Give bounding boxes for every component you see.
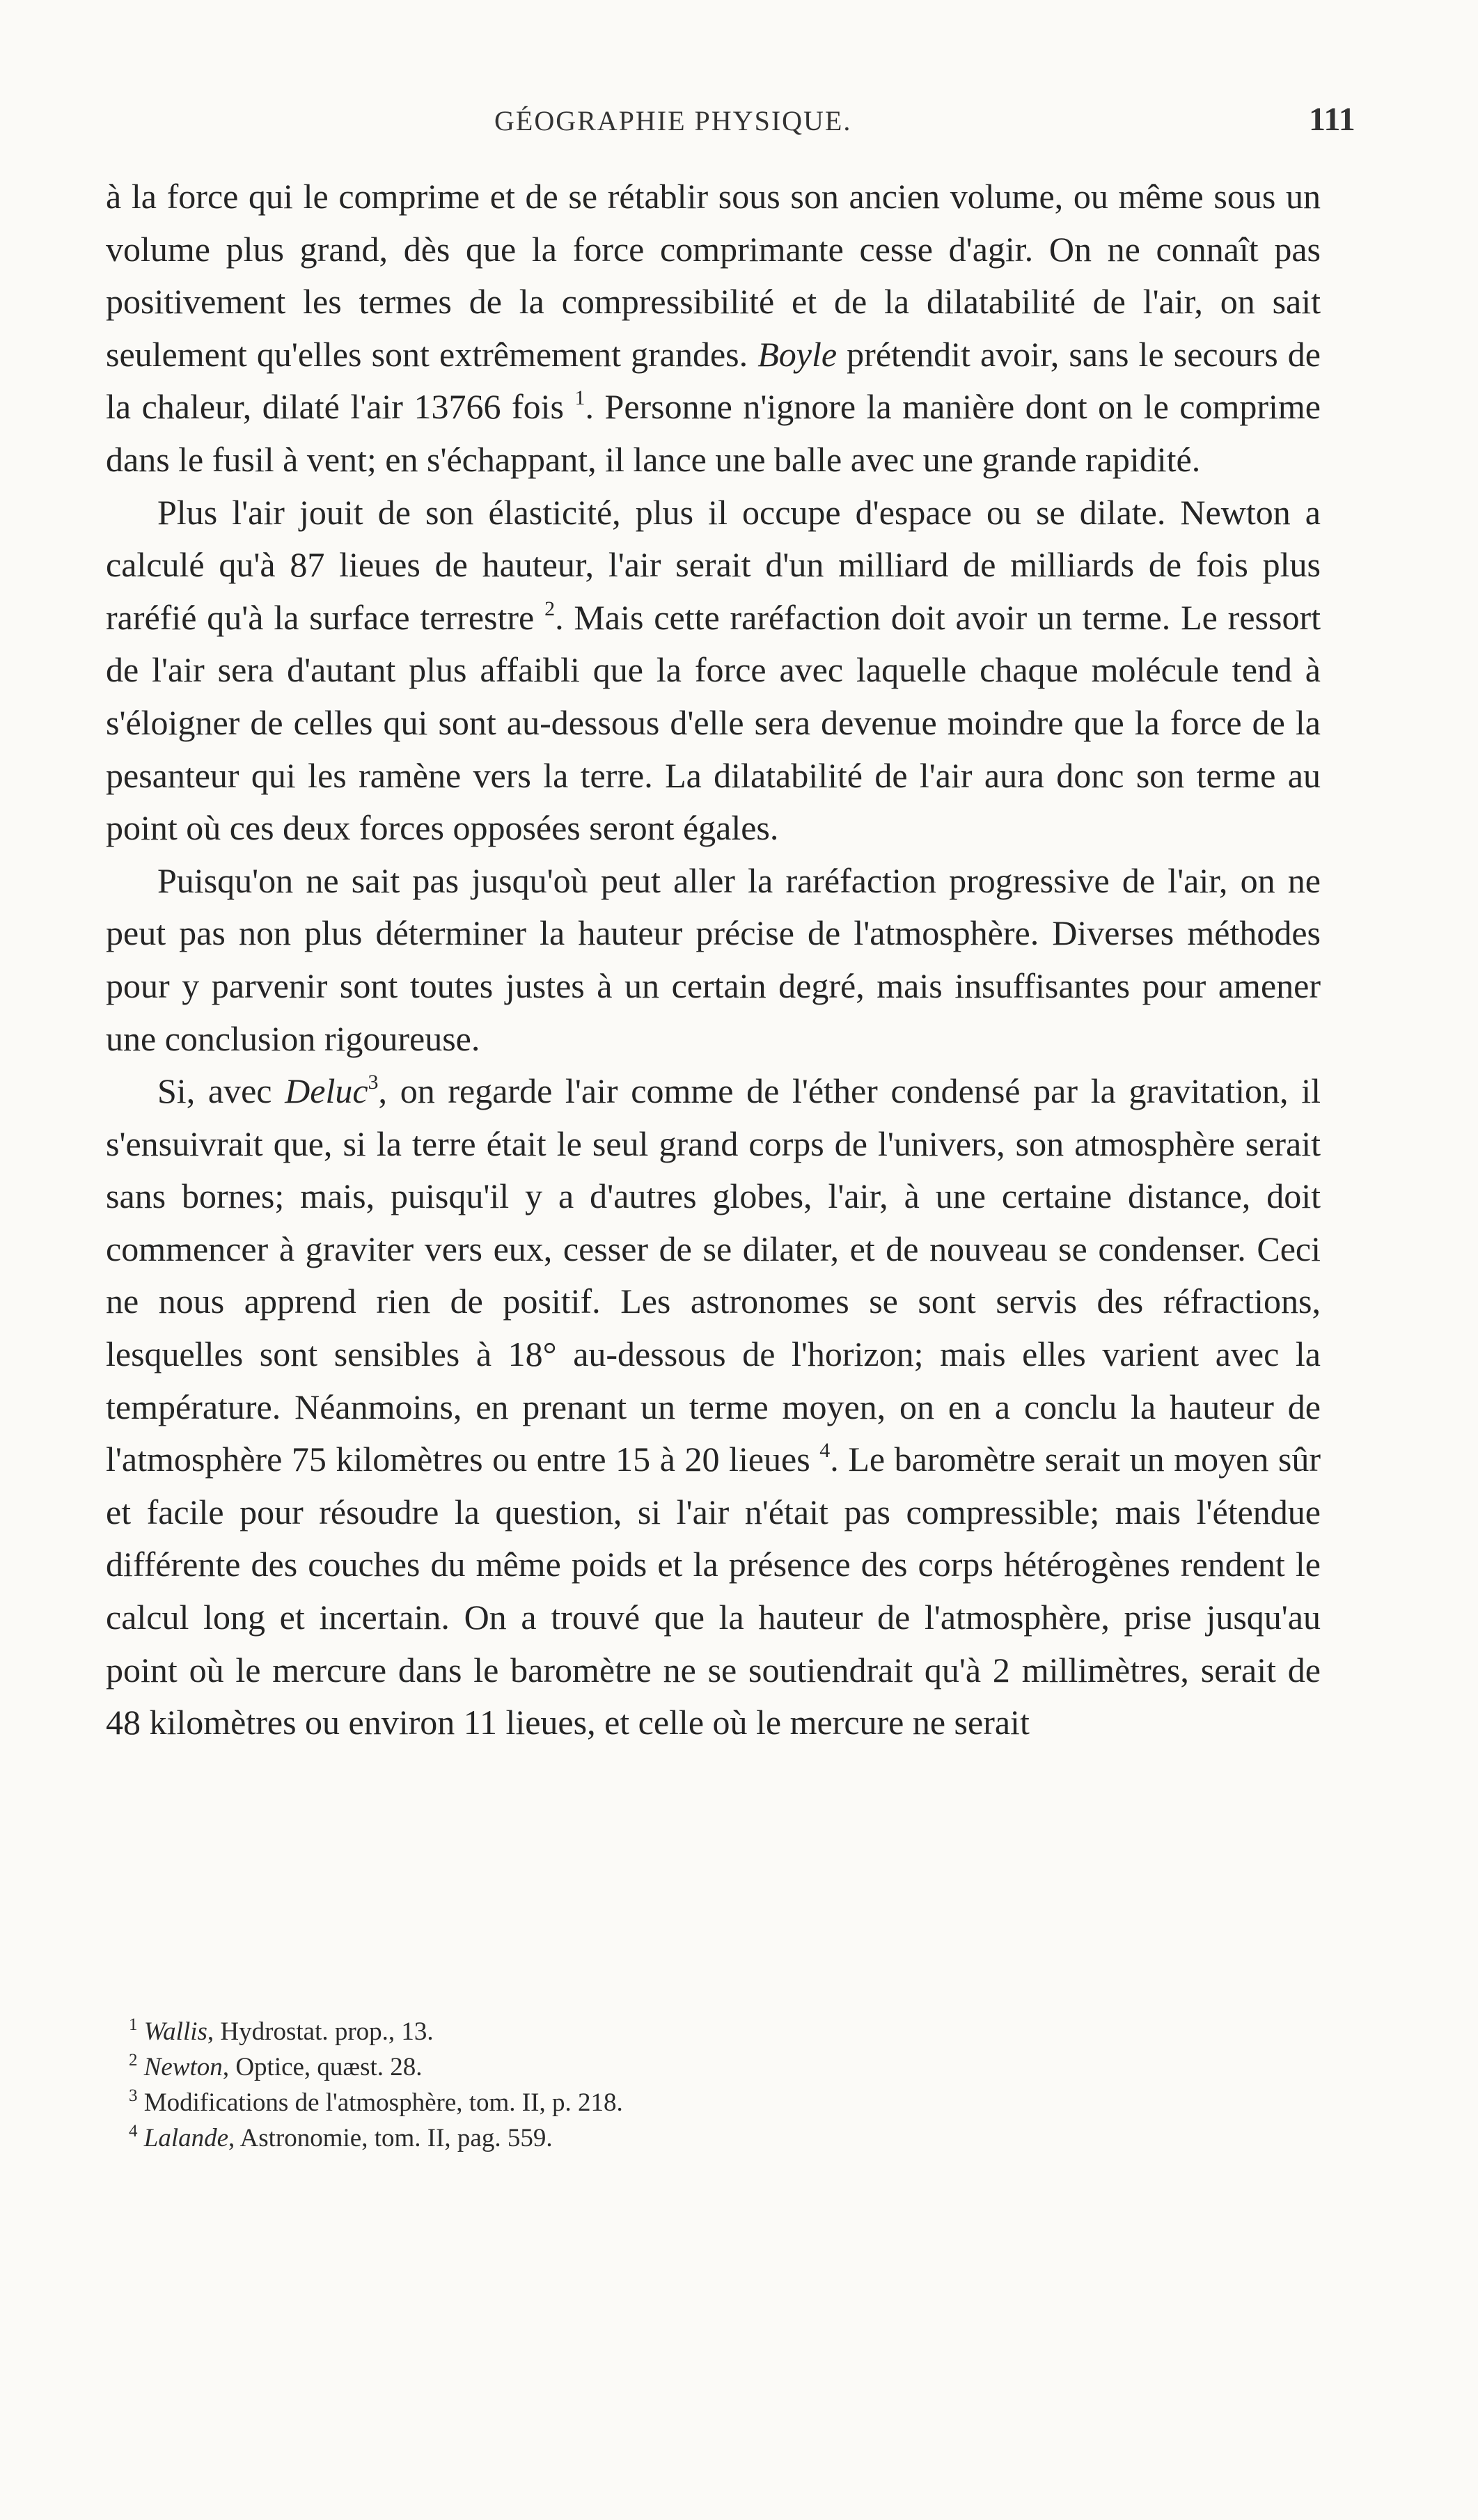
- paragraph-text: , on regarde l'air comme de l'éther condensé par la gravitation, il s'ensuivrait que, si la terre était le seul grand corps de l'univers, son atmosphère serait sans bornes; mais, puisqu'il y a d'autres globes, l'air, à une certaine distance, doit commencer à graviter vers eux, cesser de se dilater, et de nouveau se condenser. Ceci ne nous apprend rien de positif. Les astronomes se sont servis des réfractions, lesquelles sont sensibles à 18° au-dessous de l'horizon; mais elles varient avec la température. Néanmoins, en prenant un terme moyen, on en a conclu la hauteur de l'atmosphère 75 kilomètres ou entre 15 à 20 lieues: [106, 1071, 1321, 1479]
- footnote-number: 2: [129, 2051, 138, 2070]
- footnote-author: Lalande: [143, 2124, 229, 2152]
- footnote-number: 4: [129, 2122, 138, 2141]
- paragraph-text: . Mais cette raréfaction doit avoir un terme. Le ressort de l'air sera d'autant plus affaibli que la force avec laquelle chaque molécule tend à s'éloigner de celles qui sont au-dessous d'elle sera devenue moindre que la force de la pesanteur qui les ramène vers la terre. La dilatabilité de l'air aura donc son terme au point où ces deux forces opposées seront égales.: [106, 597, 1321, 848]
- author-name: Boyle: [757, 334, 838, 374]
- footnote-text: Modifications de l'atmosphère, tom. II, p. 218.: [143, 2088, 623, 2117]
- author-name: Deluc: [285, 1071, 368, 1111]
- page-header: [0, 101, 1478, 146]
- footnote-number: 1: [129, 2015, 138, 2034]
- footnote-1: [129, 2014, 1312, 2049]
- footnote-ref: 2: [544, 597, 556, 620]
- footnote-ref: 4: [819, 1439, 831, 1463]
- footnote-3: [129, 2085, 1312, 2120]
- footnote-text: , Optice, quæst. 28.: [222, 2053, 423, 2081]
- paragraph-text: Si, avec: [157, 1071, 285, 1111]
- paragraph-text: Plus l'air jouit de son élasticité, plus il occupe d'espace ou se dilate. Newton a calculé qu'à 87 lieues de hauteur, l'air serait d'un milliard de milliards de fois plus raréfié qu'à la surface terrestre: [106, 492, 1321, 637]
- footnotes: [129, 2014, 1312, 2156]
- footnote-text: , Hydrostat. prop., 13.: [207, 2017, 434, 2046]
- paragraph-text: Puisqu'on ne sait pas jusqu'où peut aller la raréfaction progressive de l'air, on ne peut pas non plus déterminer la hauteur précise de l'atmosphère. Diverses méthodes pour y parvenir sont toutes justes à un certain degré, mais insuffisantes pour amener une conclusion rigoureuse.: [106, 860, 1321, 1058]
- footnote-2: [129, 2049, 1312, 2085]
- footnote-number: 3: [129, 2086, 138, 2105]
- paragraph-text: à la force qui le comprime et de se rétablir sous son ancien volume, ou même sous un volume plus grand, dès que la force comprimante cesse d'agir. On ne connaît pas positivement les termes de la compressibilité et de la dilatabilité de l'air, on sait seulement qu'elles sont extrêmement grandes.: [106, 177, 1321, 374]
- paragraph-text: prétendit avoir, sans le secours de la chaleur, dilaté l'air 13766 fois: [106, 334, 1321, 427]
- body-text: [106, 171, 1321, 1749]
- paragraph-2: [106, 487, 1321, 855]
- footnote-ref: 3: [368, 1071, 379, 1094]
- page-number: 111: [1309, 101, 1355, 138]
- paragraph-text: . Personne n'ignore la manière dont on le comprime dans le fusil à vent; en s'échappant, il lance une balle avec une grande rapidité.: [106, 387, 1321, 479]
- paragraph-4: [106, 1065, 1321, 1749]
- footnote-text: , Astronomie, tom. II, pag. 559.: [228, 2124, 553, 2152]
- running-title: GÉOGRAPHIE PHYSIQUE.: [494, 105, 852, 136]
- footnote-ref: 1: [574, 386, 585, 410]
- paragraph-3: [106, 855, 1321, 1065]
- paragraph-1: [106, 171, 1321, 487]
- paragraph-text: . Le baromètre serait un moyen sûr et facile pour résoudre la question, si l'air n'était pas compressible; mais l'étendue différente des couches du même poids et la présence des corps hétérogènes rendent le calcul long et incertain. On a trouvé que la hauteur de l'atmosphère, prise jusqu'au point où le mercure dans le baromètre ne se soutiendrait qu'à 2 millimètres, serait de 48 kilomètres ou environ 11 lieues, et celle où le mercure ne serait: [106, 1440, 1321, 1742]
- footnote-author: Wallis: [143, 2017, 207, 2046]
- footnote-author: Newton: [143, 2053, 223, 2081]
- footnote-4: [129, 2120, 1312, 2156]
